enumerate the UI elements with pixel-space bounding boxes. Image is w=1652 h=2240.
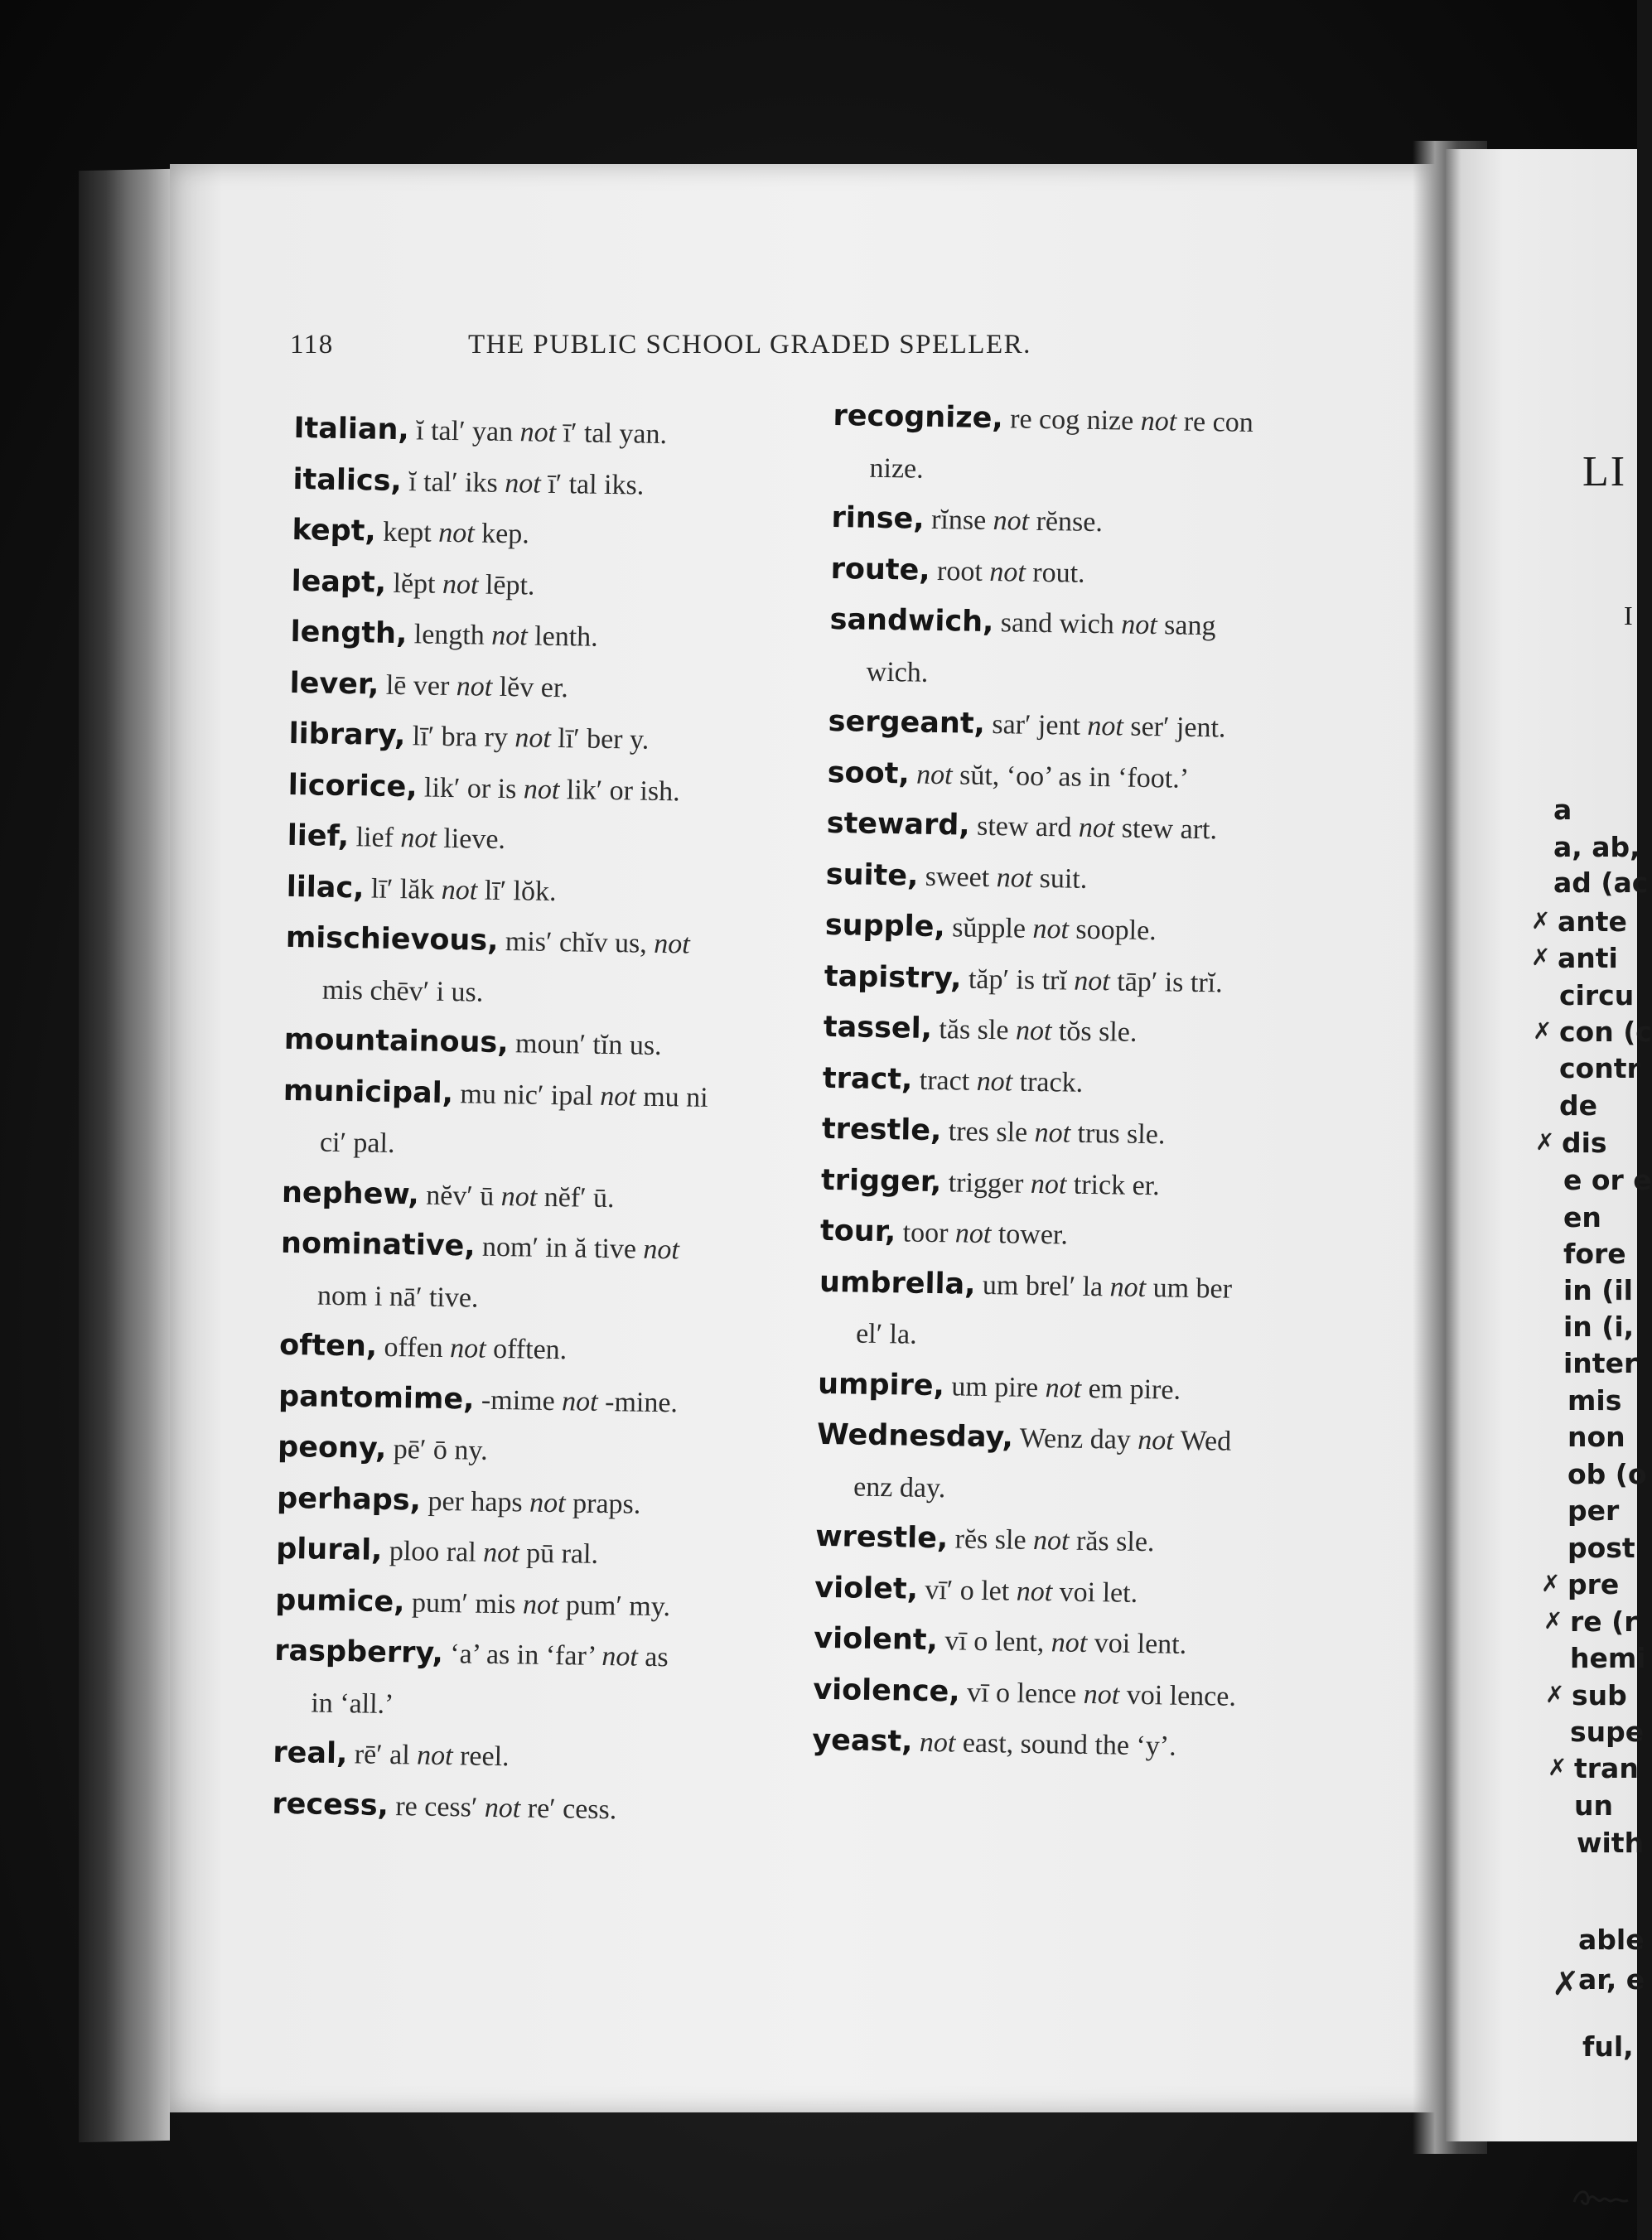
prefix-list-item: tran — [1574, 1752, 1639, 1784]
prefix-list-item: ful, — [1582, 2030, 1634, 2063]
not-keyword: not — [500, 1180, 538, 1213]
entry-word: recognize, — [833, 398, 1003, 436]
entry-pronunciation: lief not lieve. — [355, 822, 506, 856]
dictionary-entry — [812, 1716, 1351, 1775]
not-keyword: not — [643, 1233, 680, 1266]
dictionary-entry — [819, 1257, 1359, 1316]
not-keyword: not — [1083, 1678, 1120, 1711]
not-keyword: not — [490, 620, 529, 652]
prefix-list-item: anti — [1558, 942, 1618, 974]
entry-pronunciation: sand wich not sang — [1000, 607, 1216, 642]
entry-pronunciation: root not rout. — [936, 555, 1085, 589]
entry-word: peony, — [277, 1430, 387, 1465]
pencil-check-mark: ✗ — [1541, 1570, 1561, 1597]
prefix-list-item: ante — [1558, 905, 1627, 938]
dictionary-entry — [820, 1206, 1360, 1266]
right-column — [812, 391, 1372, 1775]
entry-continuation-text: nom i nā′ tive. — [316, 1280, 479, 1314]
pencil-check-mark: ✗ — [1531, 944, 1551, 971]
pencil-check-mark: ✗ — [1543, 1607, 1563, 1634]
dictionary-entry — [276, 1524, 815, 1584]
entry-word: suite, — [825, 857, 919, 893]
entry-pronunciation: tres sle not trus sle. — [948, 1116, 1166, 1151]
prefix-list-item: dis — [1562, 1127, 1607, 1159]
dictionary-entry — [290, 607, 829, 667]
entry-pronunciation: mis′ chĭv us, not — [505, 926, 690, 960]
prefix-list-item: re (r — [1570, 1605, 1638, 1638]
prefix-list-item: circu — [1559, 979, 1635, 1011]
entry-word: umbrella, — [819, 1265, 976, 1301]
prefix-list-item: fore — [1563, 1238, 1626, 1270]
not-keyword: not — [1051, 1627, 1088, 1658]
entry-continuation-text: enz day. — [853, 1471, 946, 1504]
entry-pronunciation: ‘a’ as in ‘far’ not as — [450, 1639, 669, 1673]
entry-word: trestle, — [821, 1112, 942, 1148]
entry-word: route, — [830, 552, 930, 587]
dictionary-entry — [826, 799, 1365, 858]
not-keyword: not — [1078, 812, 1115, 844]
entry-word: Wednesday, — [816, 1417, 1014, 1455]
entry-word: plural, — [275, 1532, 383, 1567]
entry-continuation — [816, 1460, 1355, 1520]
prefix-list-item: a — [1553, 794, 1572, 826]
dictionary-entry — [292, 454, 832, 514]
page-number: 118 — [290, 330, 334, 360]
not-keyword: not — [1045, 1372, 1082, 1404]
entry-continuation — [828, 645, 1368, 705]
entry-word: leapt, — [291, 564, 387, 600]
entry-pronunciation: lī′ lăk not lī′ lŏk. — [370, 873, 557, 907]
entry-word: length, — [290, 615, 408, 651]
dictionary-entry — [824, 951, 1363, 1011]
not-keyword: not — [600, 1080, 637, 1113]
entry-continuation — [819, 1308, 1358, 1368]
prefix-list-item: ob (o — [1567, 1458, 1647, 1490]
entry-pronunciation: lē ver not lĕv er. — [385, 669, 569, 703]
not-keyword: not — [1138, 1424, 1175, 1456]
not-keyword: not — [504, 467, 542, 500]
dictionary-entry — [273, 1728, 812, 1788]
prefix-list-item: e or e — [1563, 1164, 1652, 1196]
entry-pronunciation: pum′ mis not pum′ my. — [411, 1586, 671, 1622]
entry-continuation — [284, 963, 824, 1023]
prefix-list-item: in (il — [1563, 1274, 1633, 1306]
dictionary-entry — [291, 556, 830, 616]
not-keyword: not — [993, 505, 1030, 537]
entry-pronunciation: sweet not suit. — [925, 861, 1088, 895]
dictionary-entry — [813, 1664, 1352, 1724]
dictionary-entry — [818, 1359, 1357, 1418]
not-keyword: not — [919, 1726, 956, 1759]
prefix-list-item: a, ab, — [1553, 831, 1640, 863]
not-keyword: not — [601, 1641, 639, 1673]
not-keyword: not — [416, 1740, 453, 1772]
entry-pronunciation: vī o lence not voi lence. — [966, 1677, 1237, 1712]
entry-word: perhaps, — [276, 1481, 422, 1518]
entry-word: soot, — [827, 756, 911, 790]
entry-word: sergeant, — [828, 704, 986, 741]
dictionary-entry — [830, 543, 1369, 603]
entry-word: licorice, — [287, 768, 418, 804]
prefix-list-item: supe — [1570, 1716, 1645, 1748]
dictionary-entry — [821, 1155, 1360, 1214]
not-keyword: not — [1074, 965, 1111, 997]
dictionary-entry — [272, 1779, 811, 1838]
not-keyword: not — [996, 862, 1033, 894]
entry-word: kept, — [292, 513, 377, 548]
entry-pronunciation: tăp′ is trĭ not tāp′ is trĭ. — [968, 963, 1223, 998]
entry-continuation — [280, 1269, 819, 1329]
prefix-list-item: in (i, — [1563, 1311, 1635, 1343]
pencil-check-mark: ✗ — [1531, 907, 1551, 934]
entry-word: nephew, — [281, 1176, 420, 1211]
not-keyword: not — [1032, 913, 1070, 945]
not-keyword: not — [976, 1065, 1013, 1097]
entry-pronunciation: re cog nize not re con — [1009, 403, 1254, 438]
not-keyword: not — [1087, 710, 1124, 742]
dictionary-entry — [831, 493, 1370, 553]
not-keyword: not — [989, 556, 1026, 588]
entry-pronunciation: tăs sle not tŏs sle. — [939, 1014, 1138, 1048]
dictionary-entry — [288, 709, 828, 769]
dictionary-entry — [274, 1626, 814, 1686]
dictionary-entry — [278, 1422, 817, 1482]
dictionary-entry — [829, 595, 1369, 654]
running-title: THE PUBLIC SCHOOL GRADED SPELLER. — [468, 330, 1031, 360]
dictionary-entry — [275, 1575, 814, 1634]
entry-pronunciation: rĭnse not rĕnse. — [930, 504, 1104, 538]
entry-continuation — [273, 1677, 813, 1736]
entry-pronunciation: stew ard not stew art. — [976, 810, 1218, 846]
dictionary-entry — [824, 900, 1364, 960]
entry-pronunciation: vī o lent, not voi lent. — [944, 1625, 1187, 1660]
right-page — [1446, 149, 1652, 2141]
entry-pronunciation: trigger not trick er. — [948, 1166, 1160, 1201]
entry-word: tract, — [822, 1061, 913, 1097]
prefix-list-item: de — [1559, 1089, 1598, 1122]
right-page-heading: LI — [1582, 448, 1627, 495]
pencil-check-mark: ✗ — [1548, 1754, 1567, 1781]
entry-continuation-text: mis chēv′ i us. — [321, 974, 484, 1008]
entry-word: mountainous, — [283, 1022, 509, 1060]
not-keyword: not — [954, 1218, 992, 1250]
entry-continuation-text: el′ la. — [855, 1318, 917, 1350]
entry-pronunciation: Wenz day not Wed — [1019, 1422, 1232, 1457]
not-keyword: not — [523, 773, 560, 805]
entry-pronunciation: ĭ tal′ iks not ī′ tal iks. — [408, 466, 645, 501]
entry-word: pantomime, — [278, 1379, 475, 1417]
dictionary-entry — [815, 1512, 1355, 1571]
entry-word: tour, — [819, 1214, 896, 1249]
not-keyword: not — [400, 823, 437, 854]
entry-pronunciation: ĭ tal′ yan not ī′ tal yan. — [415, 415, 668, 451]
prefix-list-item: sub — [1572, 1679, 1627, 1711]
not-keyword: not — [449, 1333, 486, 1364]
entry-word: yeast, — [812, 1723, 913, 1759]
entry-continuation-text: ci′ pal. — [319, 1127, 395, 1160]
not-keyword: not — [522, 1589, 559, 1620]
entry-word: nominative, — [280, 1226, 476, 1263]
entry-pronunciation: -mime not -mine. — [481, 1384, 679, 1418]
entry-pronunciation: lī′ bra ry not lī′ ber y. — [412, 721, 650, 756]
entry-pronunciation: sar′ jent not ser′ jent. — [992, 709, 1226, 744]
dictionary-entry — [822, 1104, 1361, 1164]
dictionary-entry — [285, 913, 824, 973]
not-keyword: not — [1109, 1271, 1147, 1303]
dictionary-entry — [292, 505, 831, 565]
entry-pronunciation: mu nic′ ipal not mu ni — [460, 1078, 708, 1113]
entry-word: often, — [278, 1328, 378, 1364]
entry-word: lever, — [289, 666, 379, 702]
entry-continuation-text: wich. — [866, 656, 929, 688]
entry-pronunciation: not sŭt, ‘oo’ as in ‘foot.’ — [915, 759, 1190, 794]
entry-pronunciation: length not lenth. — [413, 619, 598, 653]
entry-pronunciation: sŭpple not soople. — [951, 912, 1157, 947]
entry-word: Italian, — [293, 411, 410, 447]
entry-pronunciation: kept not kep. — [382, 516, 530, 550]
entry-word: sandwich, — [829, 602, 994, 640]
entry-pronunciation: toor not tower. — [902, 1217, 1069, 1251]
dictionary-entry — [825, 849, 1365, 909]
page-header — [290, 330, 1259, 366]
dictionary-entry — [279, 1320, 819, 1380]
entry-word: trigger, — [820, 1163, 942, 1199]
dictionary-entry — [828, 697, 1367, 756]
not-keyword: not — [519, 417, 557, 448]
entry-pronunciation: pē′ ō ny. — [393, 1434, 488, 1466]
entry-pronunciation: tract not track. — [919, 1064, 1084, 1098]
not-keyword: not — [441, 874, 478, 906]
entry-word: italics, — [292, 462, 403, 498]
prefix-list-item: mis — [1567, 1384, 1622, 1417]
entry-word: lief, — [287, 818, 350, 854]
dictionary-entry — [286, 862, 825, 921]
dictionary-entry — [823, 1002, 1362, 1062]
entry-word: supple, — [824, 908, 946, 944]
handwriting-scribble — [1570, 2179, 1636, 2212]
dictionary-entry — [281, 1219, 820, 1278]
prefix-list-item: ar, e — [1578, 1963, 1645, 1996]
entry-pronunciation: rĕs sle not răs sle. — [954, 1523, 1155, 1558]
dictionary-entry — [822, 1053, 1361, 1113]
not-keyword: not — [484, 1792, 521, 1823]
entry-word: municipal, — [283, 1074, 454, 1110]
entry-pronunciation: re cess′ not re′ cess. — [395, 1790, 617, 1825]
prefix-list-item: with — [1577, 1827, 1645, 1859]
entry-continuation — [283, 1117, 822, 1176]
entry-pronunciation: vī′ o let not voi let. — [925, 1574, 1138, 1609]
dictionary-entry — [827, 747, 1366, 807]
dictionary-entry — [282, 1167, 821, 1227]
right-page-fragment: I — [1624, 601, 1633, 630]
right-page-content — [1446, 149, 1652, 2141]
pencil-check-mark: ✗ — [1545, 1681, 1565, 1708]
dictionary-entry — [287, 811, 826, 871]
not-keyword: not — [482, 1537, 519, 1569]
prefix-list-item: inter — [1563, 1347, 1638, 1379]
entry-word: violent, — [814, 1621, 939, 1658]
entry-pronunciation: rē′ al not reel. — [354, 1739, 510, 1773]
prefix-list-item: per — [1567, 1494, 1620, 1527]
prefix-list-item: post — [1567, 1532, 1635, 1564]
entry-word: tassel, — [823, 1010, 933, 1045]
dictionary-entry — [814, 1614, 1353, 1673]
entry-word: steward, — [826, 806, 970, 842]
entry-pronunciation: offen not offten. — [384, 1331, 568, 1366]
prefix-list-item: non — [1567, 1421, 1625, 1453]
entry-word: recess, — [272, 1787, 389, 1822]
prefix-list-item: ad (ac — [1553, 867, 1649, 899]
dictionary-entry — [283, 1015, 823, 1074]
entry-pronunciation: lik′ or is not lik′ or ish. — [423, 772, 680, 807]
book-edge-left — [79, 169, 170, 2142]
entry-pronunciation: ploo ral not pū ral. — [389, 1535, 599, 1570]
dictionary-entry — [817, 1410, 1356, 1470]
not-keyword: not — [653, 928, 690, 960]
not-keyword: not — [915, 759, 953, 790]
entry-pronunciation: nĕv′ ū not nĕf′ ū. — [425, 1180, 615, 1214]
entry-pronunciation: nom′ in ă tive not — [481, 1231, 680, 1266]
not-keyword: not — [561, 1385, 598, 1417]
entry-word: mischievous, — [285, 920, 499, 958]
dictionary-entry — [833, 391, 1372, 451]
entry-pronunciation: um brel′ la not um ber — [982, 1269, 1233, 1305]
prefix-list-item: hemi — [1570, 1642, 1646, 1674]
entry-pronunciation: per haps not praps. — [427, 1485, 641, 1520]
dictionary-entry — [814, 1562, 1354, 1622]
entry-word: lilac, — [286, 870, 365, 905]
entry-continuation-text: nize. — [869, 452, 924, 485]
prefix-list-item: un — [1574, 1789, 1613, 1822]
entry-pronunciation: lĕpt not lēpt. — [393, 567, 535, 601]
not-keyword: not — [1120, 609, 1157, 641]
entry-word: pumice, — [274, 1583, 405, 1619]
prefix-list-item: contr — [1559, 1052, 1640, 1084]
entry-pronunciation: not east, sound the ‘y’. — [919, 1726, 1176, 1762]
not-keyword: not — [1032, 1524, 1070, 1557]
pencil-check-mark: ✗ — [1533, 1017, 1553, 1045]
not-keyword: not — [1140, 405, 1177, 437]
not-keyword: not — [1030, 1168, 1067, 1200]
not-keyword: not — [529, 1487, 566, 1518]
prefix-list-item: con (c — [1559, 1016, 1652, 1048]
dictionary-entry — [293, 403, 833, 463]
entry-word: raspberry, — [274, 1634, 444, 1671]
not-keyword: not — [1016, 1576, 1053, 1607]
entry-continuation-text: in ‘all.’ — [311, 1687, 394, 1720]
pencil-check-mark: ✗ — [1552, 1965, 1580, 2003]
dictionary-entry — [277, 1473, 816, 1533]
entry-word: tapistry, — [824, 959, 962, 996]
prefix-list-item: able — [1578, 1924, 1645, 1956]
dictionary-entry — [287, 760, 827, 819]
not-keyword: not — [1015, 1015, 1052, 1047]
entry-continuation — [832, 442, 1371, 501]
dictionary-entry — [289, 658, 828, 717]
entry-word: umpire, — [817, 1367, 945, 1402]
left-column — [272, 403, 833, 1838]
dictionary-entry — [283, 1065, 822, 1125]
prefix-list-item: en — [1563, 1201, 1601, 1233]
entry-word: violet, — [814, 1571, 919, 1606]
dictionary-entry — [278, 1371, 818, 1431]
prefix-list-item: pre — [1567, 1568, 1620, 1600]
entry-word: real, — [273, 1736, 348, 1771]
entry-word: violence, — [813, 1673, 960, 1709]
not-keyword: not — [514, 722, 552, 754]
entry-pronunciation: moun′ tĭn us. — [514, 1028, 662, 1062]
entry-word: rinse, — [831, 500, 925, 536]
not-keyword: not — [1034, 1117, 1071, 1149]
not-keyword: not — [456, 670, 493, 702]
pencil-check-mark: ✗ — [1535, 1128, 1555, 1156]
entry-word: library, — [288, 717, 406, 753]
entry-pronunciation: um pire not em pire. — [951, 1370, 1181, 1406]
not-keyword: not — [437, 517, 476, 549]
not-keyword: not — [442, 568, 479, 601]
entry-word: wrestle, — [814, 1519, 949, 1556]
